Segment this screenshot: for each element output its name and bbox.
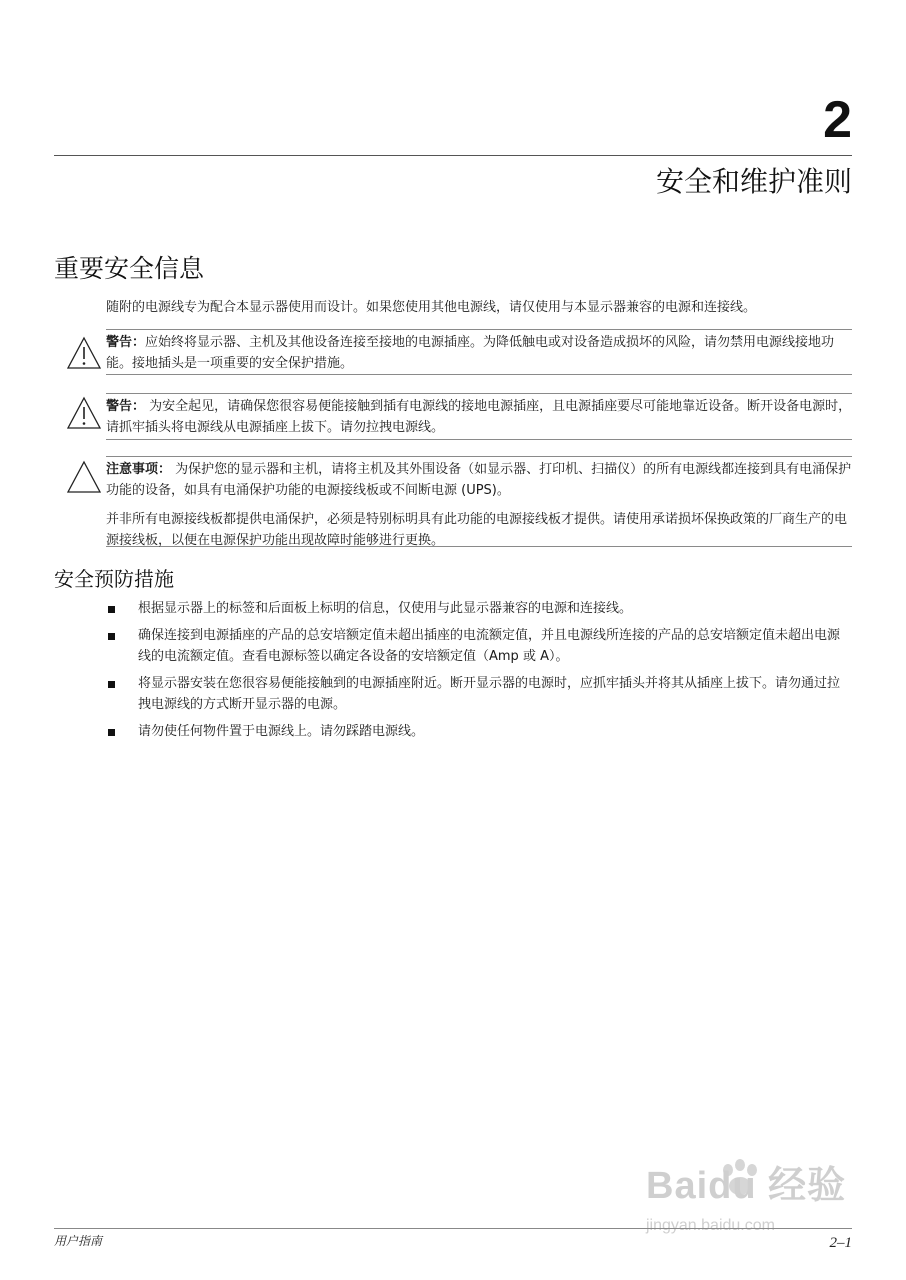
list-item bbox=[106, 598, 852, 619]
bullet-icon bbox=[108, 729, 115, 736]
list-item-text: 确保连接到电源插座的产品的总安培额定值未超出插座的电流额定值，并且电源线所连接的产品的总安培额定值未超出电源线的电流额定值。查看电源标签以确定各设备的安培额定值（Amp 或 A）。 bbox=[138, 628, 841, 664]
bullet-icon bbox=[108, 633, 115, 640]
caution-text-continued: 并非所有电源接线板都提供电涌保护，必须是特别标明具有此功能的电源接线板才提供。请使用承诺损坏保换政策的厂商生产的电源接线板，以便在电源保护功能出现故障时能够进行更换。 bbox=[106, 512, 848, 548]
caution-notice bbox=[106, 456, 852, 547]
footer-doc-title: 用户指南 bbox=[54, 1234, 103, 1248]
list-item-text: 根据显示器上的标签和后面板上标明的信息，仅使用与此显示器兼容的电源和连接线。 bbox=[138, 601, 633, 616]
section-heading: 重要安全信息 bbox=[54, 254, 205, 283]
bullet-icon bbox=[108, 606, 115, 613]
warning-notice-2 bbox=[106, 393, 852, 440]
warning-text: 为安全起见，请确保您很容易便能接触到插有电源线的接地电源插座，且电源插座要尽可能地靠近设备。断开设备电源时，请抓牢插头将电源线从电源插座上拔下。请勿拉拽电源线。 bbox=[106, 399, 852, 435]
warning-text: 应始终将显示器、主机及其他设备连接至接地的电源插座。为降低触电或对设备造成损坏的风险，请勿禁用电源线接地功能。接地插头是一项重要的安全保护措施。 bbox=[106, 335, 835, 371]
list-item-text: 请勿使任何物件置于电源线上。请勿踩踏电源线。 bbox=[138, 724, 425, 739]
warning-label: 警告： bbox=[106, 335, 146, 350]
warning-triangle-icon bbox=[66, 336, 102, 370]
list-item bbox=[106, 625, 852, 667]
chapter-number: 2 bbox=[823, 91, 852, 149]
bullet-icon bbox=[108, 681, 115, 688]
chapter-title: 安全和维护准则 bbox=[655, 165, 852, 198]
subsection-heading: 安全预防措施 bbox=[54, 567, 174, 591]
watermark-url: jingyan.baidu.com bbox=[646, 1217, 775, 1234]
precautions-list bbox=[106, 598, 852, 748]
watermark-logo: Baidu 经验 bbox=[646, 1165, 847, 1207]
caution-text: 为保护您的显示器和主机，请将主机及其外围设备（如显示器、打印机、扫描仪）的所有电源线都连接到具有电涌保护功能的设备，如具有电涌保护功能的电源接线板或不间断电源 (UPS)。 bbox=[106, 462, 852, 498]
footer-divider bbox=[54, 1228, 852, 1229]
list-item bbox=[106, 673, 852, 715]
intro-paragraph: 随附的电源线专为配合本显示器使用而设计。如果您使用其他电源线，请仅使用与本显示器兼容的电源和连接线。 bbox=[106, 300, 757, 315]
warning-triangle-icon bbox=[66, 396, 102, 430]
list-item-text: 将显示器安装在您很容易便能接触到的电源插座附近。断开显示器的电源时，应抓牢插头并将其从插座上拔下。请勿通过拉拽电源线的方式断开显示器的电源。 bbox=[138, 676, 841, 712]
caution-label: 注意事项： bbox=[106, 462, 172, 477]
warning-label: 警告： bbox=[106, 399, 146, 414]
warning-notice-1 bbox=[106, 329, 852, 375]
page-number: 2–1 bbox=[829, 1235, 852, 1251]
chapter-divider bbox=[54, 155, 852, 156]
caution-triangle-icon bbox=[66, 460, 102, 494]
list-item bbox=[106, 721, 852, 742]
baidu-watermark bbox=[640, 1158, 860, 1253]
